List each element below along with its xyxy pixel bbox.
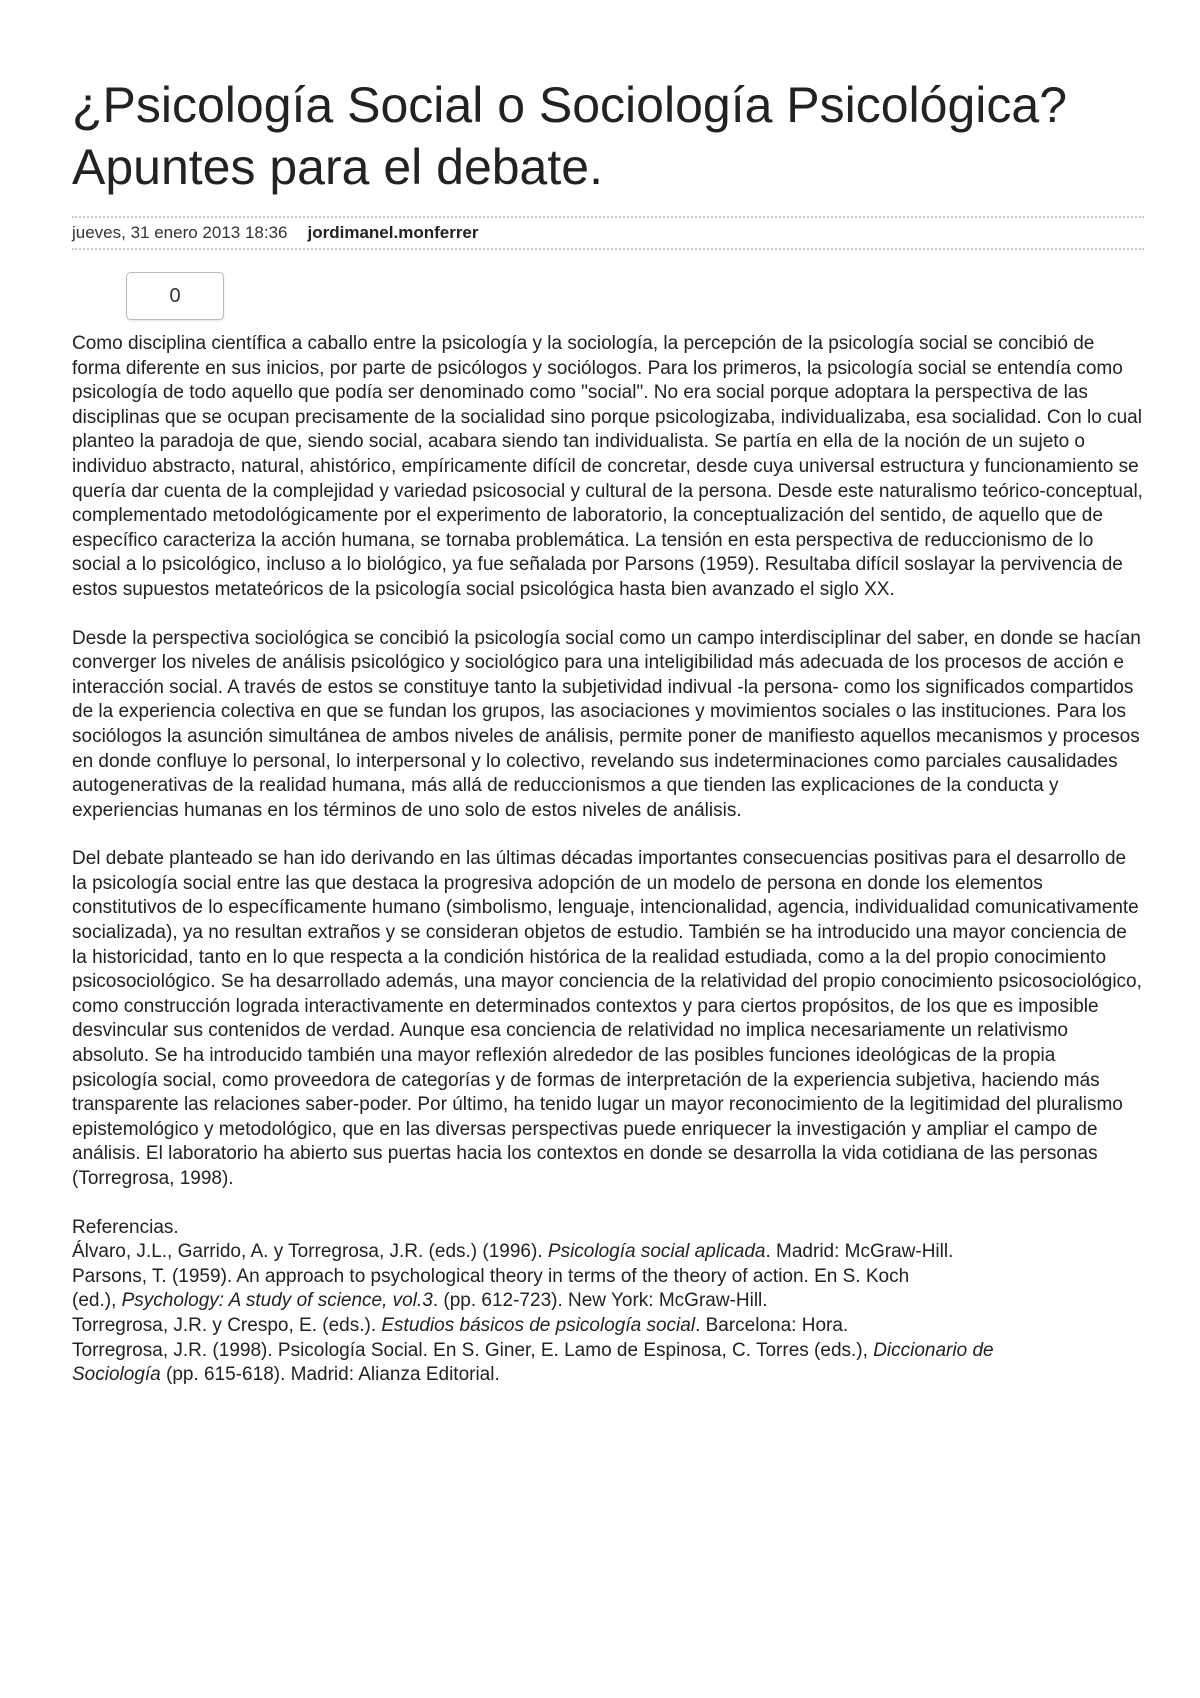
reference-2-title: Psychology: A study of science, vol.3 (121, 1290, 433, 1312)
paragraph-3: Del debate planteado se han ido derivando en las últimas décadas importantes consecuencias positivas para el desarrollo de la psicología social entre las que destaca la progresiva adopción de un modelo de persona en donde los elementos constitutivos de lo específicamente humano (simbolismo, lenguaje, intencionalidad, agencia, individualidad comunicativamente socializada), ya no resultan extraños y se consideran objetos de estudio. También se ha introducido una mayor conciencia de la historicidad, tanto en lo que respecta a la condición histórica de la realidad estudiada, como a la del propio conocimiento psicosociológico. Se ha desarrollado además, una mayor conciencia de la relatividad del propio conocimiento psicosociológico, como construcción lograda interactivamente en determinados contextos y para ciertos propósitos, de los que es imposible desvincular sus contenidos de verdad. Aunque esa conciencia de relatividad no implica necesariamente un relativismo absoluto. Se ha introducido también una mayor reflexión alrededor de las posibles funciones ideológicas de la propia psicología social, como proveedora de categorías y de formas de interpretación de la experiencia subjetiva, haciendo más transparente las relaciones saber-poder. Por último, ha tenido lugar un mayor reconocimiento de la legitimidad del pluralismo epistemológico y metodológico, que en las diversas perspectivas puede enriquecer la investigación y ampliar el campo de análisis. El laboratorio ha abierto sus puertas hacia los contextos en donde se desarrolla la vida cotidiana de las personas (Torregrosa, 1998). (72, 848, 1142, 1189)
reference-2-editor: (ed.), (72, 1290, 122, 1312)
reference-2-line-2 (72, 1289, 1144, 1314)
reference-2-publisher: . (pp. 612-723). New York: McGraw-Hill. (432, 1290, 768, 1312)
author-link[interactable]: jordimanel.monferrer (307, 223, 479, 242)
article-meta (72, 216, 1144, 250)
page-title: ¿Psicología Social o Sociología Psicológica? Apuntes para el debate. (72, 77, 1067, 195)
reference-1-publisher: . Madrid: McGraw-Hill. (765, 1241, 954, 1263)
reference-1 (72, 1240, 1144, 1265)
references-heading: Referencias. (72, 1216, 179, 1238)
reference-4-line-1 (72, 1339, 1144, 1364)
reference-4-authors: Torregrosa, J.R. (1998). Psicología Social. En S. Giner, E. Lamo de Espinosa, C. Torres (eds.), (72, 1339, 874, 1361)
article-body (72, 332, 1144, 1388)
reference-3 (72, 1314, 1144, 1339)
reference-1-authors: Álvaro, J.L., Garrido, A. y Torregrosa, J.R. (eds.) (1996). (72, 1241, 548, 1263)
reference-3-authors: Torregrosa, J.R. y Crespo, E. (eds.). (72, 1314, 382, 1336)
counter-container (126, 272, 1144, 320)
reference-1-title: Psicología social aplicada (547, 1241, 766, 1263)
article-date: jueves, 31 enero 2013 18:36 (72, 223, 288, 242)
references-section (72, 1216, 1144, 1388)
reference-4-title-part-2: Sociología (72, 1364, 161, 1386)
reference-4-publisher: (pp. 615-618). Madrid: Alianza Editorial. (160, 1364, 500, 1386)
reference-3-title: Estudios básicos de psicología social (381, 1314, 696, 1336)
reference-4-title-part-1: Diccionario de (873, 1339, 994, 1361)
reference-3-publisher: . Barcelona: Hora. (695, 1314, 849, 1336)
vote-counter-button[interactable]: 0 (126, 272, 224, 320)
paragraph-2: Desde la perspectiva sociológica se concibió la psicología social como un campo interdisciplinar del saber, en donde se hacían converger los niveles de análisis psicológico y sociológico para una inteligibilidad más adecuada de los procesos de acción e interacción social. A través de estos se constituye tanto la subjetividad indivual -la persona- como los significados compartidos de la experiencia colectiva en que se fundan los grupos, las asociaciones y movimientos sociales o las instituciones. Para los sociólogos la asunción simultánea de ambos niveles de análisis, permite poner de manifiesto aquellos mecanismos y procesos en donde confluye lo personal, lo interpersonal y lo colectivo, revelando sus indeterminaciones como parciales causalidades autogenerativas de la realidad humana, más allá de reduccionismos a que tienden las explicaciones de la conducta y experiencias humanas en los términos de uno solo de estos niveles de análisis. (72, 627, 1141, 821)
reference-4-line-2 (72, 1363, 1144, 1388)
reference-2-line-1: Parsons, T. (1959). An approach to psychological theory in terms of the theory of action. En S. Koch (72, 1265, 910, 1287)
paragraph-1: Como disciplina científica a caballo entre la psicología y la sociología, la percepción de la psicología social se concibió de forma diferente en sus inicios, por parte de psicólogos y sociólogos. Para los primeros, la psicología social se entendía como psicología de todo aquello que podía ser denominado como "social". No era social porque adoptara la perspectiva de las disciplinas que se ocupan precisamente de la socialidad sino porque psicologizaba, individualizaba, esa socialidad. Con lo cual planteo la paradoja de que, siendo social, acabara siendo tan individualista. Se partía en ella de la noción de un sujeto o individuo abstracto, natural, ahistórico, empíricamente difícil de concretar, desde cuya universal estructura y funcionamiento se quería dar cuenta de la complejidad y variedad psicosocial y cultural de la persona. Desde este naturalismo teórico-conceptual, complementado metodológicamente por el experimento de laboratorio, la conceptualización del sentido, de aquello que de específico caracteriza la acción humana, se tornaba problemática. La tensión en esta perspectiva de reduccionismo de lo social a lo psicológico, incluso a lo biológico, ya fue señalada por Parsons (1959). Resultaba difícil soslayar la pervivencia de estos supuestos metateóricos de la psicología social psicológica hasta bien avanzado el siglo XX. (72, 333, 1143, 600)
